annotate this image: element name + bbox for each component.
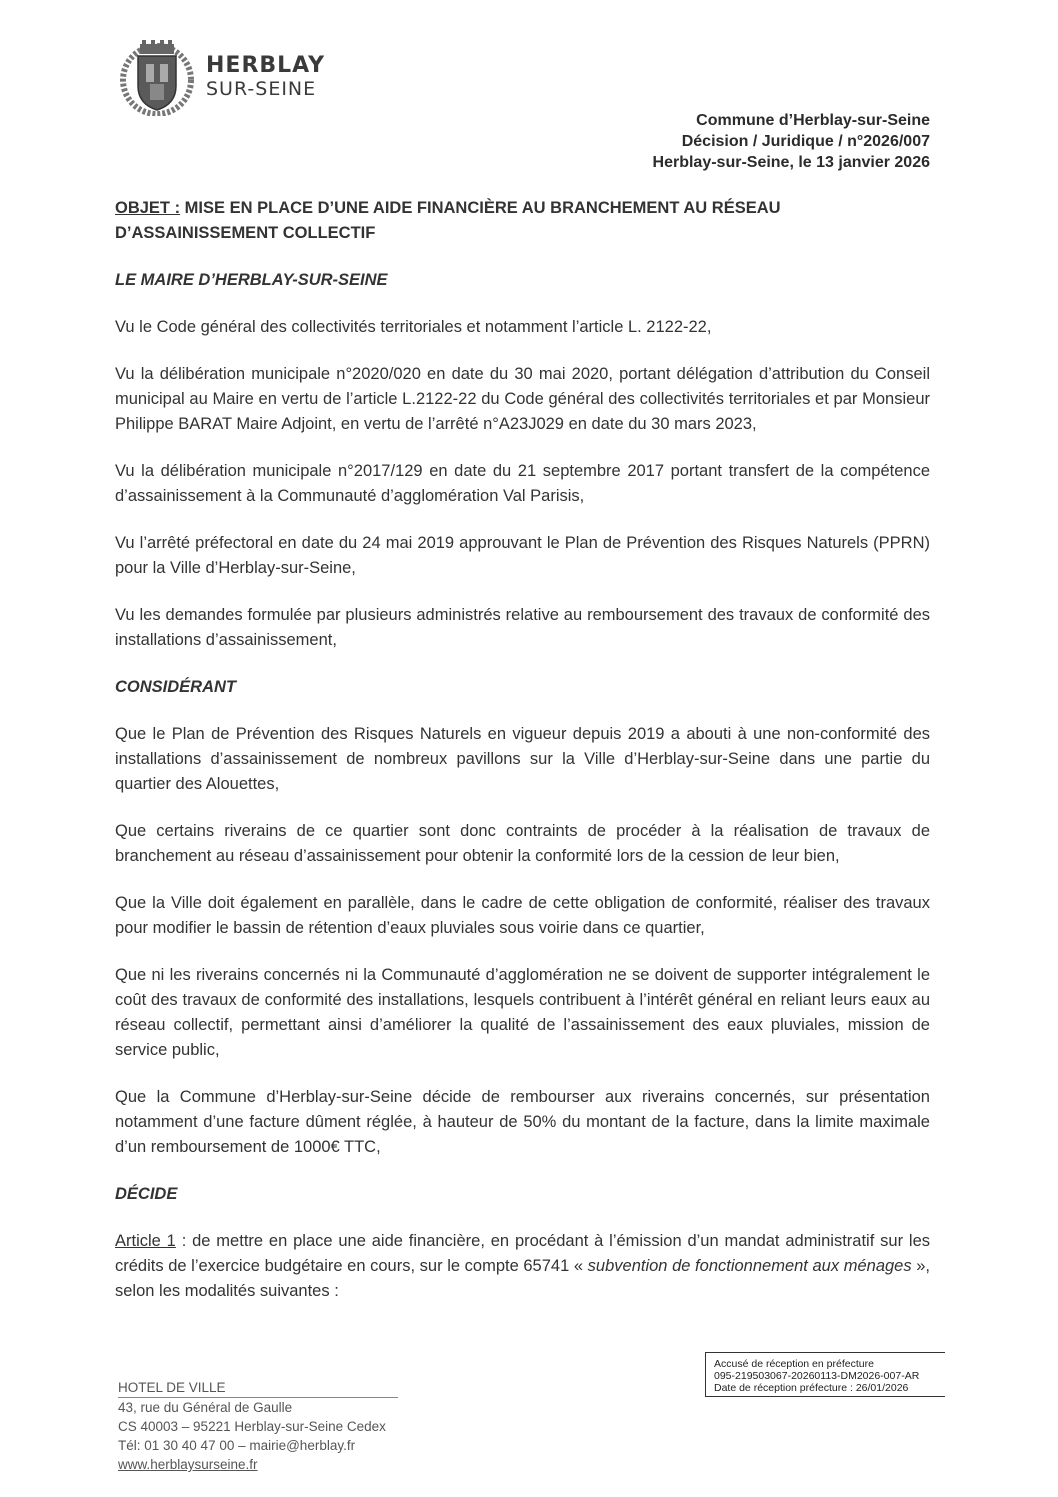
visa-paragraph: Vu la délibération municipale n°2017/129 en date du 21 septembre 2017 portant transfert de la compétence d’assainissement à la Communauté d’agglomération Val Parisis, (115, 462, 930, 505)
objet-heading (115, 196, 930, 246)
document-body (115, 196, 930, 1326)
footer-title: HOTEL DE VILLE (118, 1378, 398, 1398)
decide-title: DÉCIDE (115, 1185, 178, 1203)
article-1-label: Article 1 (115, 1232, 176, 1250)
article-1 (115, 1229, 930, 1304)
article-1-text-end: », selon les modalités suivantes : (115, 1257, 930, 1300)
commune-name: Commune d’Herblay-sur-Seine (696, 112, 930, 129)
stamp-line-2: 095-219503067-20260113-DM2026-007-AR (714, 1370, 920, 1382)
visa-paragraph: Vu les demandes formulée par plusieurs administrés relative au remboursement des travaux de conformité des installations d’assainissement, (115, 606, 930, 649)
considerant-paragraph: Que la Commune d’Herblay-sur-Seine décide de rembourser aux riverains concernés, sur présentation notamment d’une facture dûment réglée, à hauteur de 50% du montant de la facture, dans la limite maximale d’un remboursement de 1000€ TTC, (115, 1088, 930, 1156)
article-1-account-name: subvention de fonctionnement aux ménages (587, 1257, 912, 1275)
considerant-paragraph: Que ni les riverains concernés ni la Communauté d’agglomération ne se doivent de supporter intégralement le coût des travaux de conformité des installations, lesquels contribuent à l’intérêt général en reliant leurs eaux au réseau collectif, permettant ainsi d’améliorer la qualité de l’assainissement des eaux pluviales, mission de service public, (115, 966, 930, 1059)
article-1-text: : de mettre en place une aide financière, en procédant à l’émission d’un mandat administratif sur les crédits de l’exercice budgétaire en cours, sur le compte 65741 « (115, 1232, 930, 1275)
stamp-line-3: Date de réception préfecture : 26/01/2026 (714, 1382, 909, 1394)
place-date: Herblay-sur-Seine, le 13 janvier 2026 (652, 154, 930, 171)
considerant-paragraph: Que le Plan de Prévention des Risques Naturels en vigueur depuis 2019 a abouti à une non-conformité des installations d’assainissement de nombreux pavillons sur la Ville d’Herblay-sur-Seine dans une partie du quartier des Alouettes, (115, 725, 930, 793)
visa-paragraph: Vu la délibération municipale n°2020/020 en date du 30 mai 2020, portant délégation d’attribution du Conseil municipal au Maire en vertu de l’article L.2122-22 du Code général des collectivités territoriales et par Monsieur Philippe BARAT Maire Adjoint, en vertu de l’arrêté n°A23J029 en date du 30 mars 2023, (115, 365, 930, 433)
footer-website-link[interactable]: www.herblaysurseine.fr (118, 1457, 258, 1472)
visa-paragraph: Vu le Code général des collectivités territoriales et notamment l’article L. 2122-22, (115, 318, 712, 336)
footer-address (118, 1378, 398, 1474)
visa-paragraph: Vu l’arrêté préfectoral en date du 24 mai 2019 approuvant le Plan de Prévention des Risques Naturels (PPRN) pour la Ville d’Herblay-sur-Seine, (115, 534, 930, 577)
stamp-line-1: Accusé de réception en préfecture (714, 1358, 874, 1370)
considerant-paragraph: Que certains riverains de ce quartier sont donc contraints de procéder à la réalisation de travaux de branchement au réseau d’assainissement pour obtenir la conformité lors de la cession de leur bien, (115, 822, 930, 865)
logo-line-1: HERBLAY (206, 53, 326, 78)
footer-contact: Tél: 01 30 40 47 00 – mairie@herblay.fr (118, 1438, 356, 1453)
document-header (653, 110, 930, 173)
objet-label: OBJET : (115, 199, 181, 217)
decision-reference: Décision / Juridique / n°2026/007 (681, 133, 930, 150)
herblay-logo (118, 38, 325, 116)
footer-address-line-2: CS 40003 – 95221 Herblay-sur-Seine Cedex (118, 1419, 386, 1434)
logo-line-2: SUR-SEINE (206, 78, 317, 100)
maire-title: LE MAIRE D’HERBLAY-SUR-SEINE (115, 271, 388, 289)
objet-text: MISE EN PLACE D’UNE AIDE FINANCIÈRE AU BRANCHEMENT AU RÉSEAU D’ASSAINISSEMENT COLLECTIF (115, 199, 781, 242)
footer-address-line-1: 43, rue du Général de Gaulle (118, 1400, 293, 1415)
considerant-title: CONSIDÉRANT (115, 678, 237, 696)
considerant-paragraph: Que la Ville doit également en parallèle, dans le cadre de cette obligation de conformité, réaliser des travaux pour modifier le bassin de rétention d’eaux pluviales sous voirie dans ce quartier, (115, 894, 930, 937)
coat-of-arms-icon (118, 38, 196, 116)
prefecture-receipt-stamp (705, 1352, 945, 1397)
